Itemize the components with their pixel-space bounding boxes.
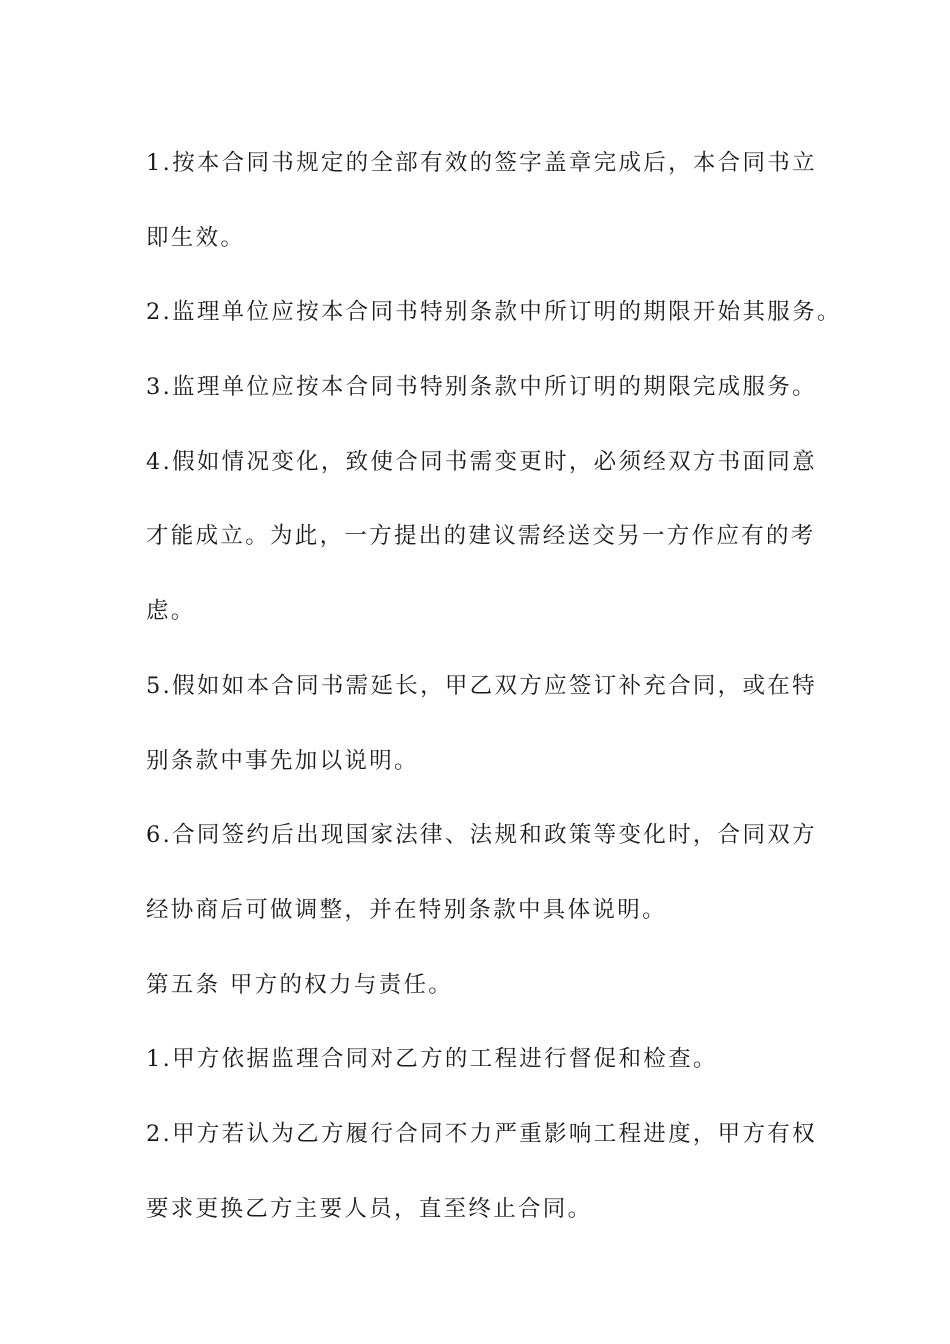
text-line: 别条款中事先加以说明。 (146, 747, 419, 774)
text-line: 1.按本合同书规定的全部有效的签字盖章完成后，本合同书立 (146, 150, 817, 176)
text-line: 才能成立。为此，一方提出的建议需经送交另一方作应有的考 (146, 523, 816, 550)
clause-item-8 (146, 1097, 817, 1246)
text-line: 3.监理单位应按本合同书特别条款中所订明的期限完成服务。 (146, 374, 817, 401)
text-line: 经协商后可做调整，并在特别条款中具体说明。 (146, 896, 667, 923)
clause-item-5 (146, 649, 817, 798)
section-heading (146, 948, 810, 1023)
clause-item-6 (146, 798, 817, 947)
text-line: 虑。 (146, 598, 196, 625)
text-line: 4.假如情况变化，致使合同书需变更时，必须经双方书面同意 (146, 448, 817, 475)
text-line: 5.假如如本合同书需延长，甲乙双方应签订补充合同，或在特 (146, 672, 817, 699)
text-line: 即生效。 (146, 224, 246, 251)
heading-line: 第五条 甲方的权力与责任。 (146, 971, 454, 998)
clause-item-7 (146, 1022, 810, 1097)
clause-item-2 (146, 275, 842, 350)
clause-item-4 (146, 425, 817, 649)
text-line: 要求更换乙方主要人员，直至终止合同。 (146, 1195, 593, 1222)
text-line: 2.监理单位应按本合同书特别条款中所订明的期限开始其服务。 (146, 299, 842, 326)
text-line: 6.合同签约后出现国家法律、法规和政策等变化时，合同双方 (146, 822, 817, 849)
text-line: 1.甲方依据监理合同对乙方的工程进行督促和检查。 (146, 1046, 718, 1073)
text-line: 2.甲方若认为乙方履行合同不力严重影响工程进度，甲方有权 (146, 1120, 817, 1147)
clause-item-3 (146, 350, 817, 425)
document-body (146, 126, 842, 1246)
clause-item-1 (146, 126, 817, 275)
